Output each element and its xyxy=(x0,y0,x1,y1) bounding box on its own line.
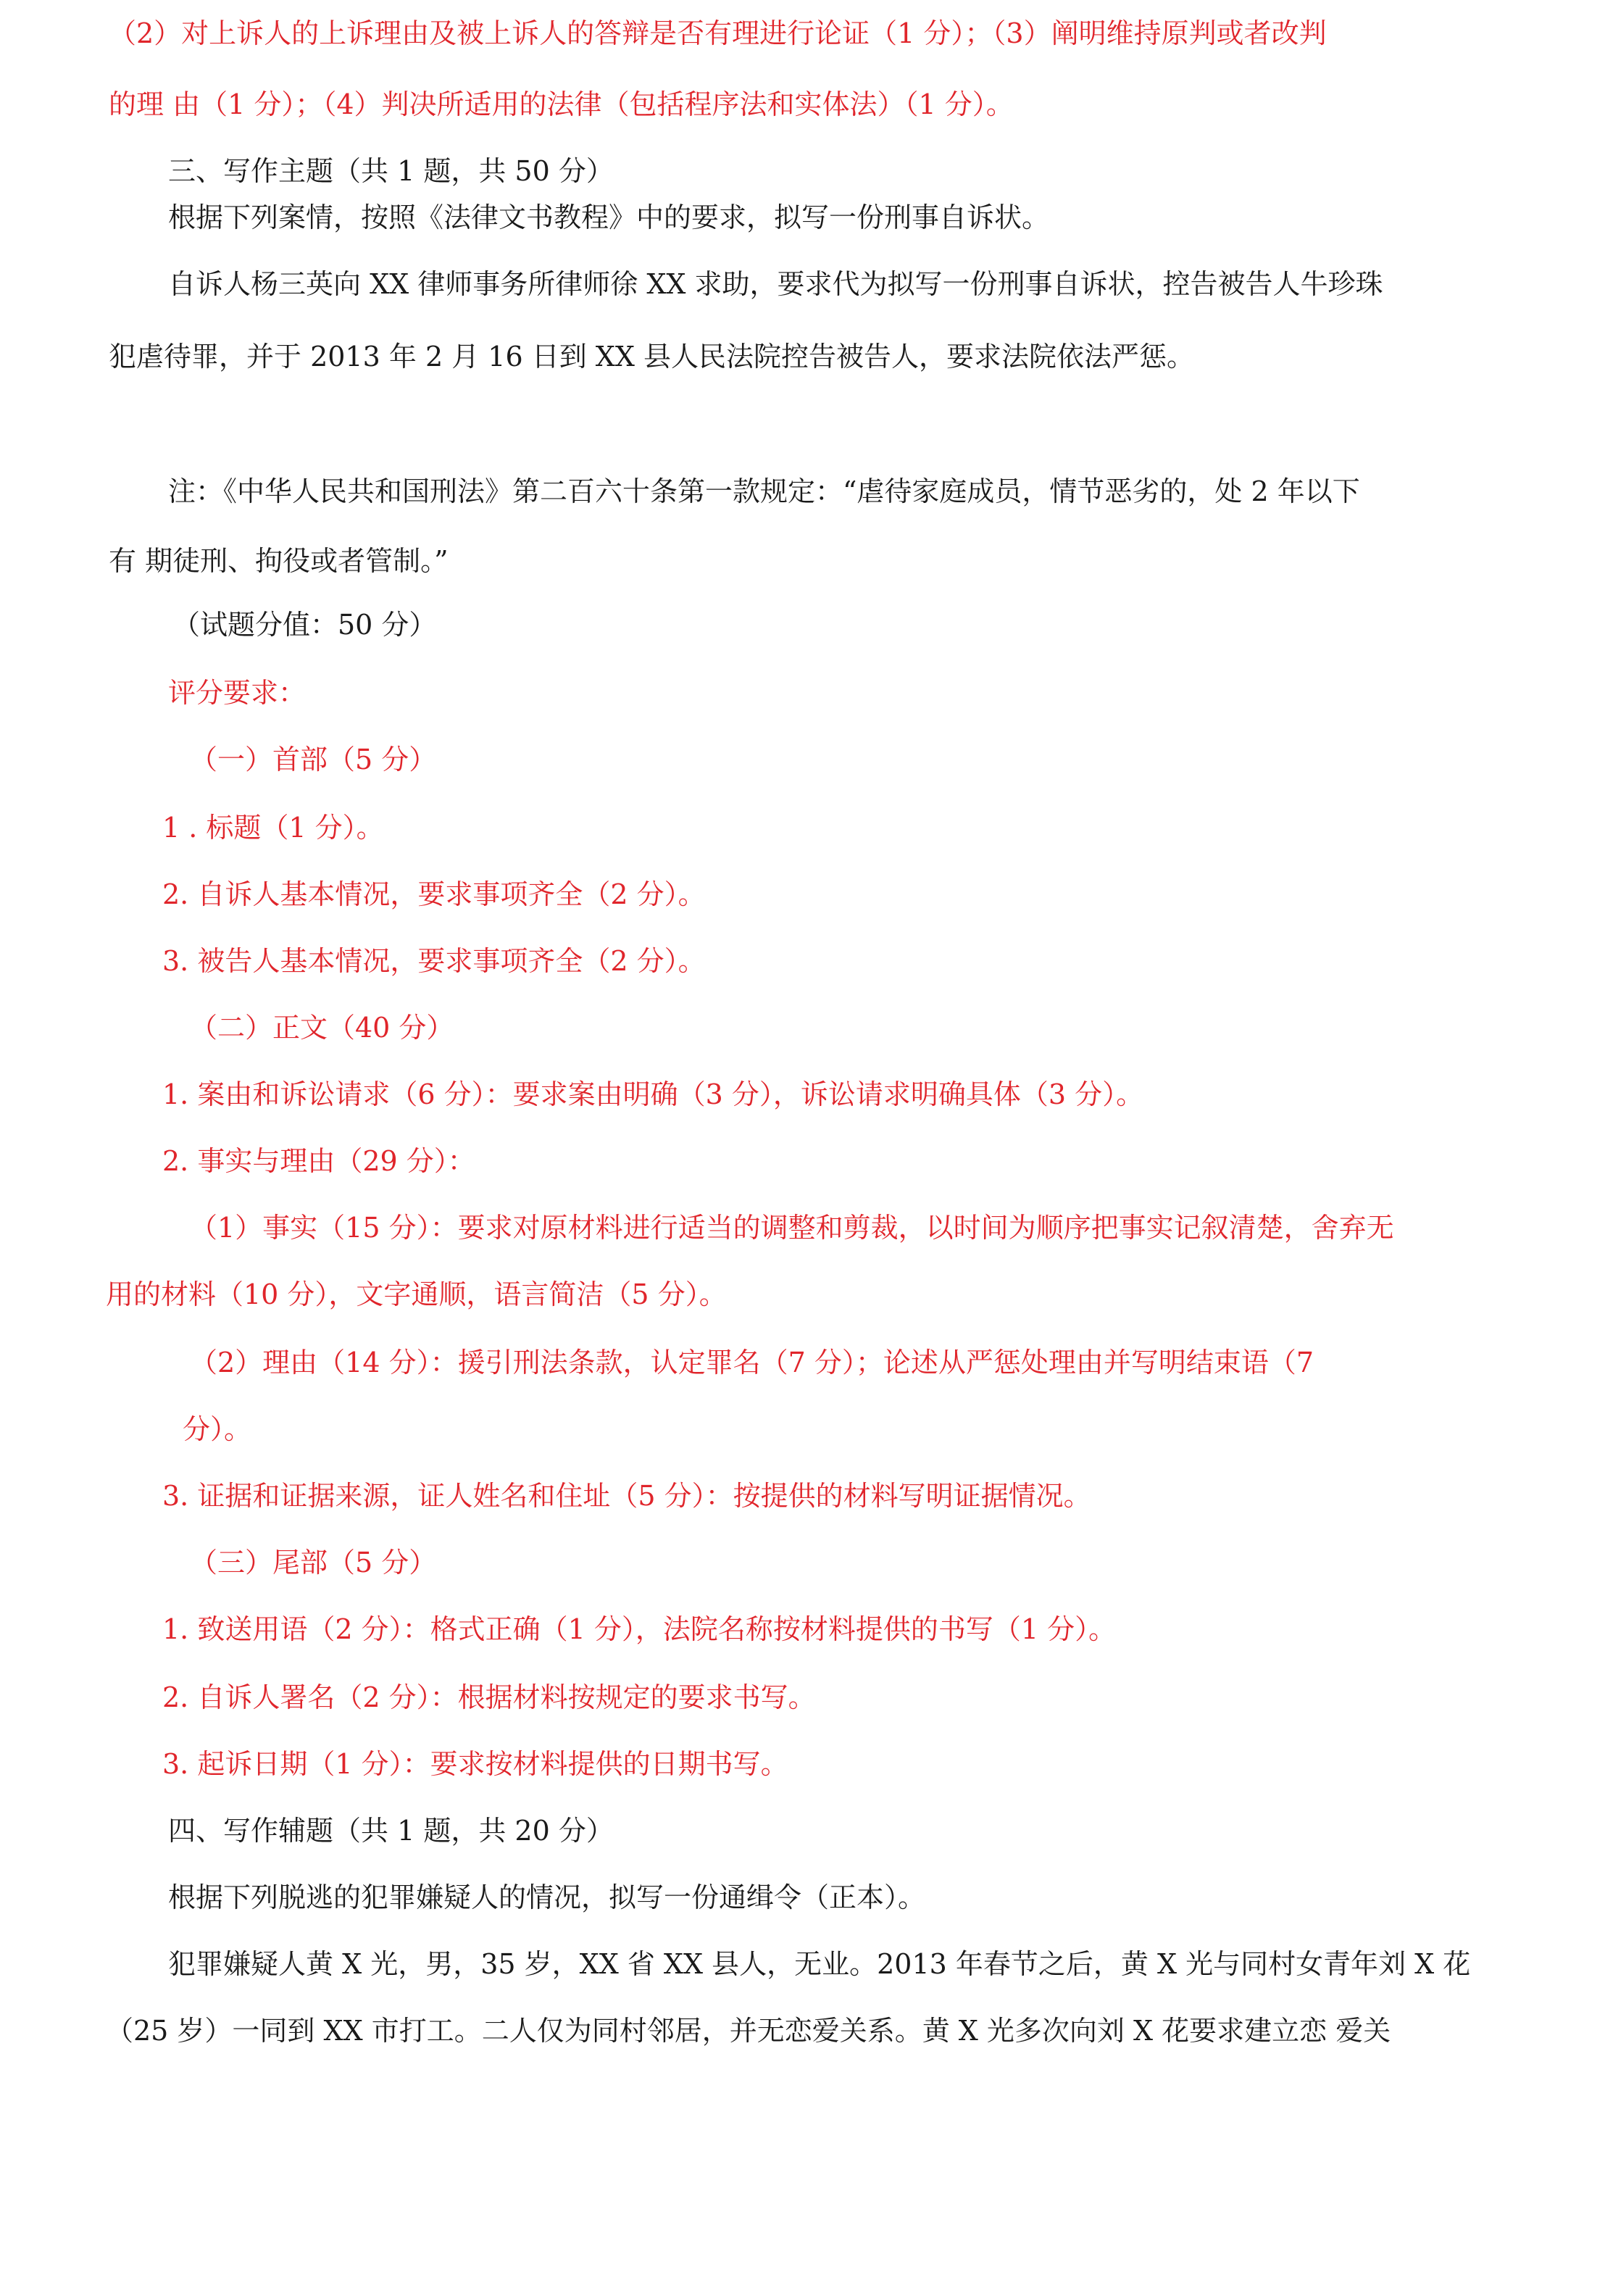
grading-item-line: 2. 自诉人署名（2 分）：根据材料按规定的要求书写。 xyxy=(162,1681,816,1713)
question-prompt: 根据下列脱逃的犯罪嫌疑人的情况，拟写一份通缉令（正本）。 xyxy=(168,1881,926,1913)
section-heading: 四、写作辅题（共 1 题，共 20 分） xyxy=(168,1815,614,1847)
grading-item-line: 用的材料（10 分），文字通顺，语言简洁（5 分）。 xyxy=(106,1278,727,1310)
note-line: 注：《中华人民共和国刑法》第二百六十条第一款规定：“虐待家庭成员，情节恶劣的，处 2 年以下 xyxy=(168,475,1360,507)
grading-item-line: 3. 证据和证据来源，证人姓名和住址（5 分）：按提供的材料写明证据情况。 xyxy=(162,1480,1091,1512)
grading-item-line: 2. 事实与理由（29 分）： xyxy=(162,1145,475,1177)
grading-item-line: 2. 自诉人基本情况，要求事项齐全（2 分）。 xyxy=(162,878,706,910)
grading-item-line: （1）事实（15 分）：要求对原材料进行适当的调整和剪裁，以时间为顺序把事实记叙清楚，舍弃无 xyxy=(190,1212,1394,1244)
question-prompt: 根据下列案情，按照《法律文书教程》中的要求，拟写一份刑事自诉状。 xyxy=(168,201,1050,233)
grading-subheading: （一）首部（5 分） xyxy=(190,744,437,775)
case-text-line: 犯虐待罪，并于 2013 年 2 月 16 日到 XX 县人民法院控告被告人，要求法院依法严惩。 xyxy=(109,341,1194,373)
grading-item-line: （2）对上诉人的上诉理由及被上诉人的答辩是否有理进行论证（1 分）；（3）阐明维持原判或者改判 xyxy=(109,17,1327,49)
grading-item-line: （2）理由（14 分）：援引刑法条款，认定罪名（7 分）；论述从严惩处理由并写明结束语（7 xyxy=(190,1347,1314,1378)
grading-item-line: 的理 由（1 分）；（4）判决所适用的法律（包括程序法和实体法）（1 分）。 xyxy=(109,88,1014,120)
grading-item-line: 3. 起诉日期（1 分）：要求按材料提供的日期书写。 xyxy=(162,1748,788,1780)
grading-subheading: （三）尾部（5 分） xyxy=(190,1547,437,1578)
grading-item-line: 3. 被告人基本情况，要求事项齐全（2 分）。 xyxy=(162,945,706,977)
case-text-line: 犯罪嫌疑人黄 X 光，男，35 岁，XX 省 XX 县人，无业。2013 年春节之后，黄 X 光与同村女青年刘 X 花 xyxy=(168,1948,1471,1980)
grading-item-line: 1 . 标题（1 分）。 xyxy=(162,812,384,844)
grading-item-line: 1. 致送用语（2 分）：格式正确（1 分），法院名称按材料提供的书写（1 分）。 xyxy=(162,1613,1117,1645)
case-text-line: （25 岁）一同到 XX 市打工。二人仅为同村邻居，并无恋爱关系。黄 X 光多次向刘 X 花要求建立恋 爱关 xyxy=(106,2015,1391,2047)
case-text-line: 自诉人杨三英向 XX 律师事务所律师徐 XX 求助，要求代为拟写一份刑事自诉状，控告被告人牛珍珠 xyxy=(168,268,1383,300)
score-value: （试题分值：50 分） xyxy=(172,609,437,641)
section-heading: 三、写作主题（共 1 题，共 50 分） xyxy=(168,155,614,187)
grading-heading: 评分要求： xyxy=(168,677,307,709)
grading-item-line: 1. 案由和诉讼请求（6 分）：要求案由明确（3 分），诉讼请求明确具体（3 分）。 xyxy=(162,1078,1144,1110)
note-line: 有 期徒刑、拘役或者管制。” xyxy=(109,545,449,577)
grading-subheading: （二）正文（40 分） xyxy=(190,1012,454,1044)
grading-item-line: 分）。 xyxy=(183,1413,252,1445)
